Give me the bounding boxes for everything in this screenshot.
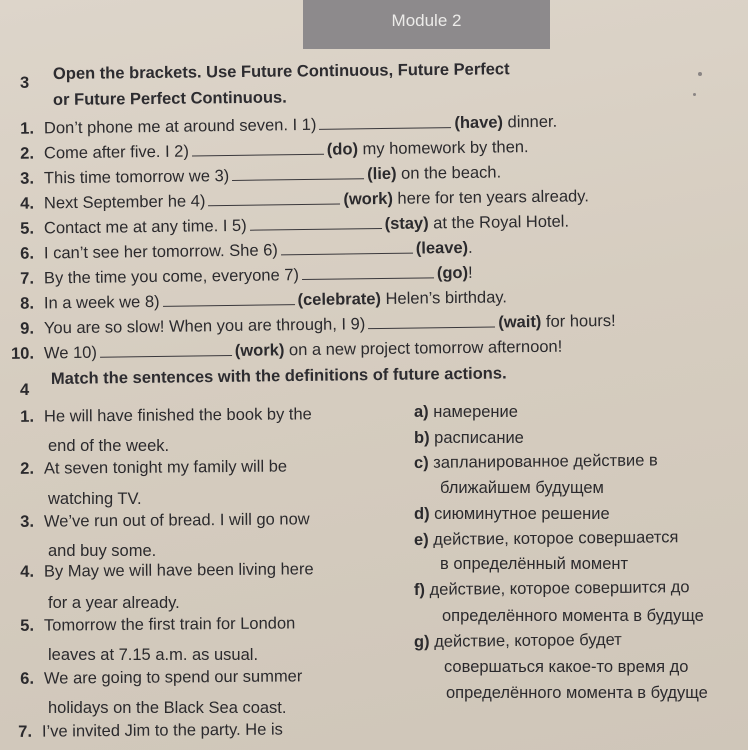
exercise-3-item xyxy=(0,212,569,239)
answer-blank[interactable] xyxy=(319,113,451,130)
sentence-line xyxy=(0,405,312,427)
answer-blank[interactable] xyxy=(232,164,364,181)
sentence-line-continued xyxy=(48,646,258,665)
module-header-tab xyxy=(303,0,550,49)
item-text-end: ! xyxy=(467,263,473,282)
sentence-text: We are going to spend our summer xyxy=(43,667,303,688)
sentence-text: end of the week. xyxy=(48,437,170,455)
exercise-3-item xyxy=(0,186,589,214)
answer-blank[interactable] xyxy=(302,263,434,280)
sentence-text: and buy some. xyxy=(48,542,157,560)
exercise-3-item xyxy=(0,112,557,139)
item-verb: (go) xyxy=(436,263,469,283)
definition-line-continued xyxy=(440,555,628,574)
item-text-end: . xyxy=(467,238,473,257)
definition-text: запланированное действие в xyxy=(433,451,658,472)
sentence-number: 5. xyxy=(20,616,35,635)
sentence-line xyxy=(0,510,310,532)
answer-blank[interactable] xyxy=(162,290,294,307)
item-number: 10. xyxy=(10,344,35,363)
item-number: 3. xyxy=(20,169,35,188)
item-text-end: dinner. xyxy=(507,112,558,132)
exercise-3-item xyxy=(0,162,501,189)
item-text: Come after five. I 2) xyxy=(43,142,189,163)
item-text: By the time you come, everyone 7) xyxy=(43,266,300,288)
definition-line xyxy=(414,578,690,600)
answer-blank[interactable] xyxy=(100,341,232,358)
sentence-text: watching TV. xyxy=(48,490,142,508)
item-text: I can’t see her tomorrow. She 6) xyxy=(43,241,278,263)
definition-text: действие, которое будет xyxy=(434,630,622,651)
item-text-end: Helen’s birthday. xyxy=(385,288,508,308)
item-verb: (celebrate) xyxy=(297,290,382,310)
item-number: 4. xyxy=(20,194,35,213)
sentence-line xyxy=(0,721,283,742)
answer-blank[interactable] xyxy=(250,214,382,231)
sentence-text: We’ve run out of bread. I will go now xyxy=(43,510,310,531)
definition-letter: e) xyxy=(413,530,429,549)
exercise-4-title xyxy=(51,364,507,389)
item-verb: (lie) xyxy=(367,164,397,184)
sentence-line-continued xyxy=(48,699,286,718)
sentence-line xyxy=(0,457,287,479)
item-verb: (stay) xyxy=(384,214,429,233)
sentence-number: 6. xyxy=(20,669,35,688)
sentence-text: for a year already. xyxy=(48,594,180,612)
sentence-text: I’ve invited Jim to the party. He is xyxy=(41,720,283,741)
sentence-number: 2. xyxy=(20,459,35,478)
sentence-line-continued xyxy=(48,542,156,561)
item-number: 5. xyxy=(20,219,35,238)
item-number: 6. xyxy=(20,244,35,263)
item-text-end: on the beach. xyxy=(401,163,502,183)
answer-blank[interactable] xyxy=(208,190,340,207)
item-verb: (wait) xyxy=(498,312,542,332)
exercise-3-item xyxy=(0,337,562,364)
item-number: 9. xyxy=(20,319,35,338)
item-text: This time tomorrow we 3) xyxy=(43,167,230,188)
definition-text: определённого момента в будуще xyxy=(442,607,704,625)
definition-letter: c) xyxy=(413,453,429,472)
item-text-end: here for ten years already. xyxy=(397,187,589,208)
definition-line-continued xyxy=(444,658,688,677)
item-text: Contact me at any time. I 5) xyxy=(43,216,247,238)
answer-blank[interactable] xyxy=(368,313,495,330)
item-text: Next September he 4) xyxy=(43,192,206,213)
item-number: 8. xyxy=(20,294,35,313)
definition-line xyxy=(414,505,610,524)
page-speck xyxy=(693,93,696,96)
sentence-text: leaves at 7.15 a.m. as usual. xyxy=(48,646,259,664)
exercise-3-item xyxy=(0,137,529,164)
page-speck xyxy=(698,72,702,76)
sentence-line-continued xyxy=(48,490,142,509)
answer-blank[interactable] xyxy=(192,140,324,157)
definition-text: ближайшем будущем xyxy=(440,479,604,497)
sentence-text: By May we will have been living here xyxy=(43,560,314,581)
exercise-3-item xyxy=(0,311,616,339)
item-text-end: at the Royal Hotel. xyxy=(433,212,570,233)
sentence-text: holidays on the Black Sea coast. xyxy=(48,699,287,717)
item-verb: (do) xyxy=(326,140,359,159)
definition-text: в определённый момент xyxy=(440,555,629,573)
item-text: You are so slow! When you are through, I 9) xyxy=(43,315,366,338)
item-text-end: my homework by then. xyxy=(362,138,529,159)
sentence-number: 4. xyxy=(20,562,35,581)
item-verb: (have) xyxy=(454,113,504,133)
sentence-number: 3. xyxy=(20,512,35,531)
exercise-3-item xyxy=(0,238,473,264)
sentence-number: 7. xyxy=(18,722,33,741)
sentence-number: 1. xyxy=(20,407,35,426)
definition-line-continued xyxy=(442,607,704,626)
definition-letter: b) xyxy=(414,429,430,447)
definition-text: намерение xyxy=(433,403,518,421)
item-text: We 10) xyxy=(43,343,98,363)
definition-line xyxy=(414,528,679,550)
item-text-end: for hours! xyxy=(545,311,616,331)
exercise-3-item xyxy=(0,287,507,314)
definition-line-continued xyxy=(446,684,708,703)
sentence-line xyxy=(0,667,302,689)
definition-text: расписание xyxy=(434,429,524,447)
item-number: 1. xyxy=(20,119,35,138)
definition-letter: f) xyxy=(413,580,426,599)
definition-text: совершаться какое-то время до xyxy=(444,658,689,676)
definition-letter: d) xyxy=(414,505,430,523)
definition-letter: a) xyxy=(414,403,429,421)
definition-line-continued xyxy=(440,479,604,498)
sentence-text: He will have finished the book by the xyxy=(43,405,312,426)
exercise-3-title-line-2 xyxy=(53,89,287,110)
sentence-line-continued xyxy=(48,437,169,456)
exercise-3-number: 3 xyxy=(20,74,30,92)
sentence-line xyxy=(0,614,295,636)
definition-letter: g) xyxy=(413,632,430,651)
item-verb: (leave) xyxy=(415,238,469,258)
item-verb: (work) xyxy=(343,189,394,209)
exercise-3-title-text: Open the brackets. Use Future Continuous, Future Perfect xyxy=(52,60,510,83)
exercise-3-title-line-1 xyxy=(53,60,510,84)
definition-line xyxy=(414,429,524,448)
sentence-text: At seven tonight my family will be xyxy=(43,457,288,478)
exercise-4-number: 4 xyxy=(20,381,30,399)
exercise-4-title-text: Match the sentences with the definitions of future actions. xyxy=(50,364,507,388)
sentence-text: Tomorrow the first train for London xyxy=(43,614,296,635)
sentence-line-continued xyxy=(48,594,180,613)
exercise-3-title-text-2: or Future Perfect Continuous. xyxy=(52,88,287,109)
module-title: Module 2 xyxy=(391,11,462,30)
item-number: 7. xyxy=(20,269,35,288)
definition-text: действие, которое совершится до xyxy=(429,578,690,599)
definition-line xyxy=(414,631,622,652)
definition-text: определённого момента в будуще xyxy=(446,684,708,702)
item-text-end: on a new project tomorrow afternoon! xyxy=(288,337,563,360)
sentence-line xyxy=(0,560,314,582)
item-text: In a week we 8) xyxy=(43,292,160,313)
item-number: 2. xyxy=(20,144,35,163)
exercise-3-item xyxy=(0,263,473,289)
item-verb: (work) xyxy=(234,341,285,360)
item-text: Don’t phone me at around seven. I 1) xyxy=(43,115,317,138)
definition-text: сиюминутное решение xyxy=(434,505,610,523)
definition-text: действие, которое совершается xyxy=(433,528,679,549)
answer-blank[interactable] xyxy=(281,239,413,256)
definition-line xyxy=(414,403,518,422)
definition-line xyxy=(414,451,658,473)
